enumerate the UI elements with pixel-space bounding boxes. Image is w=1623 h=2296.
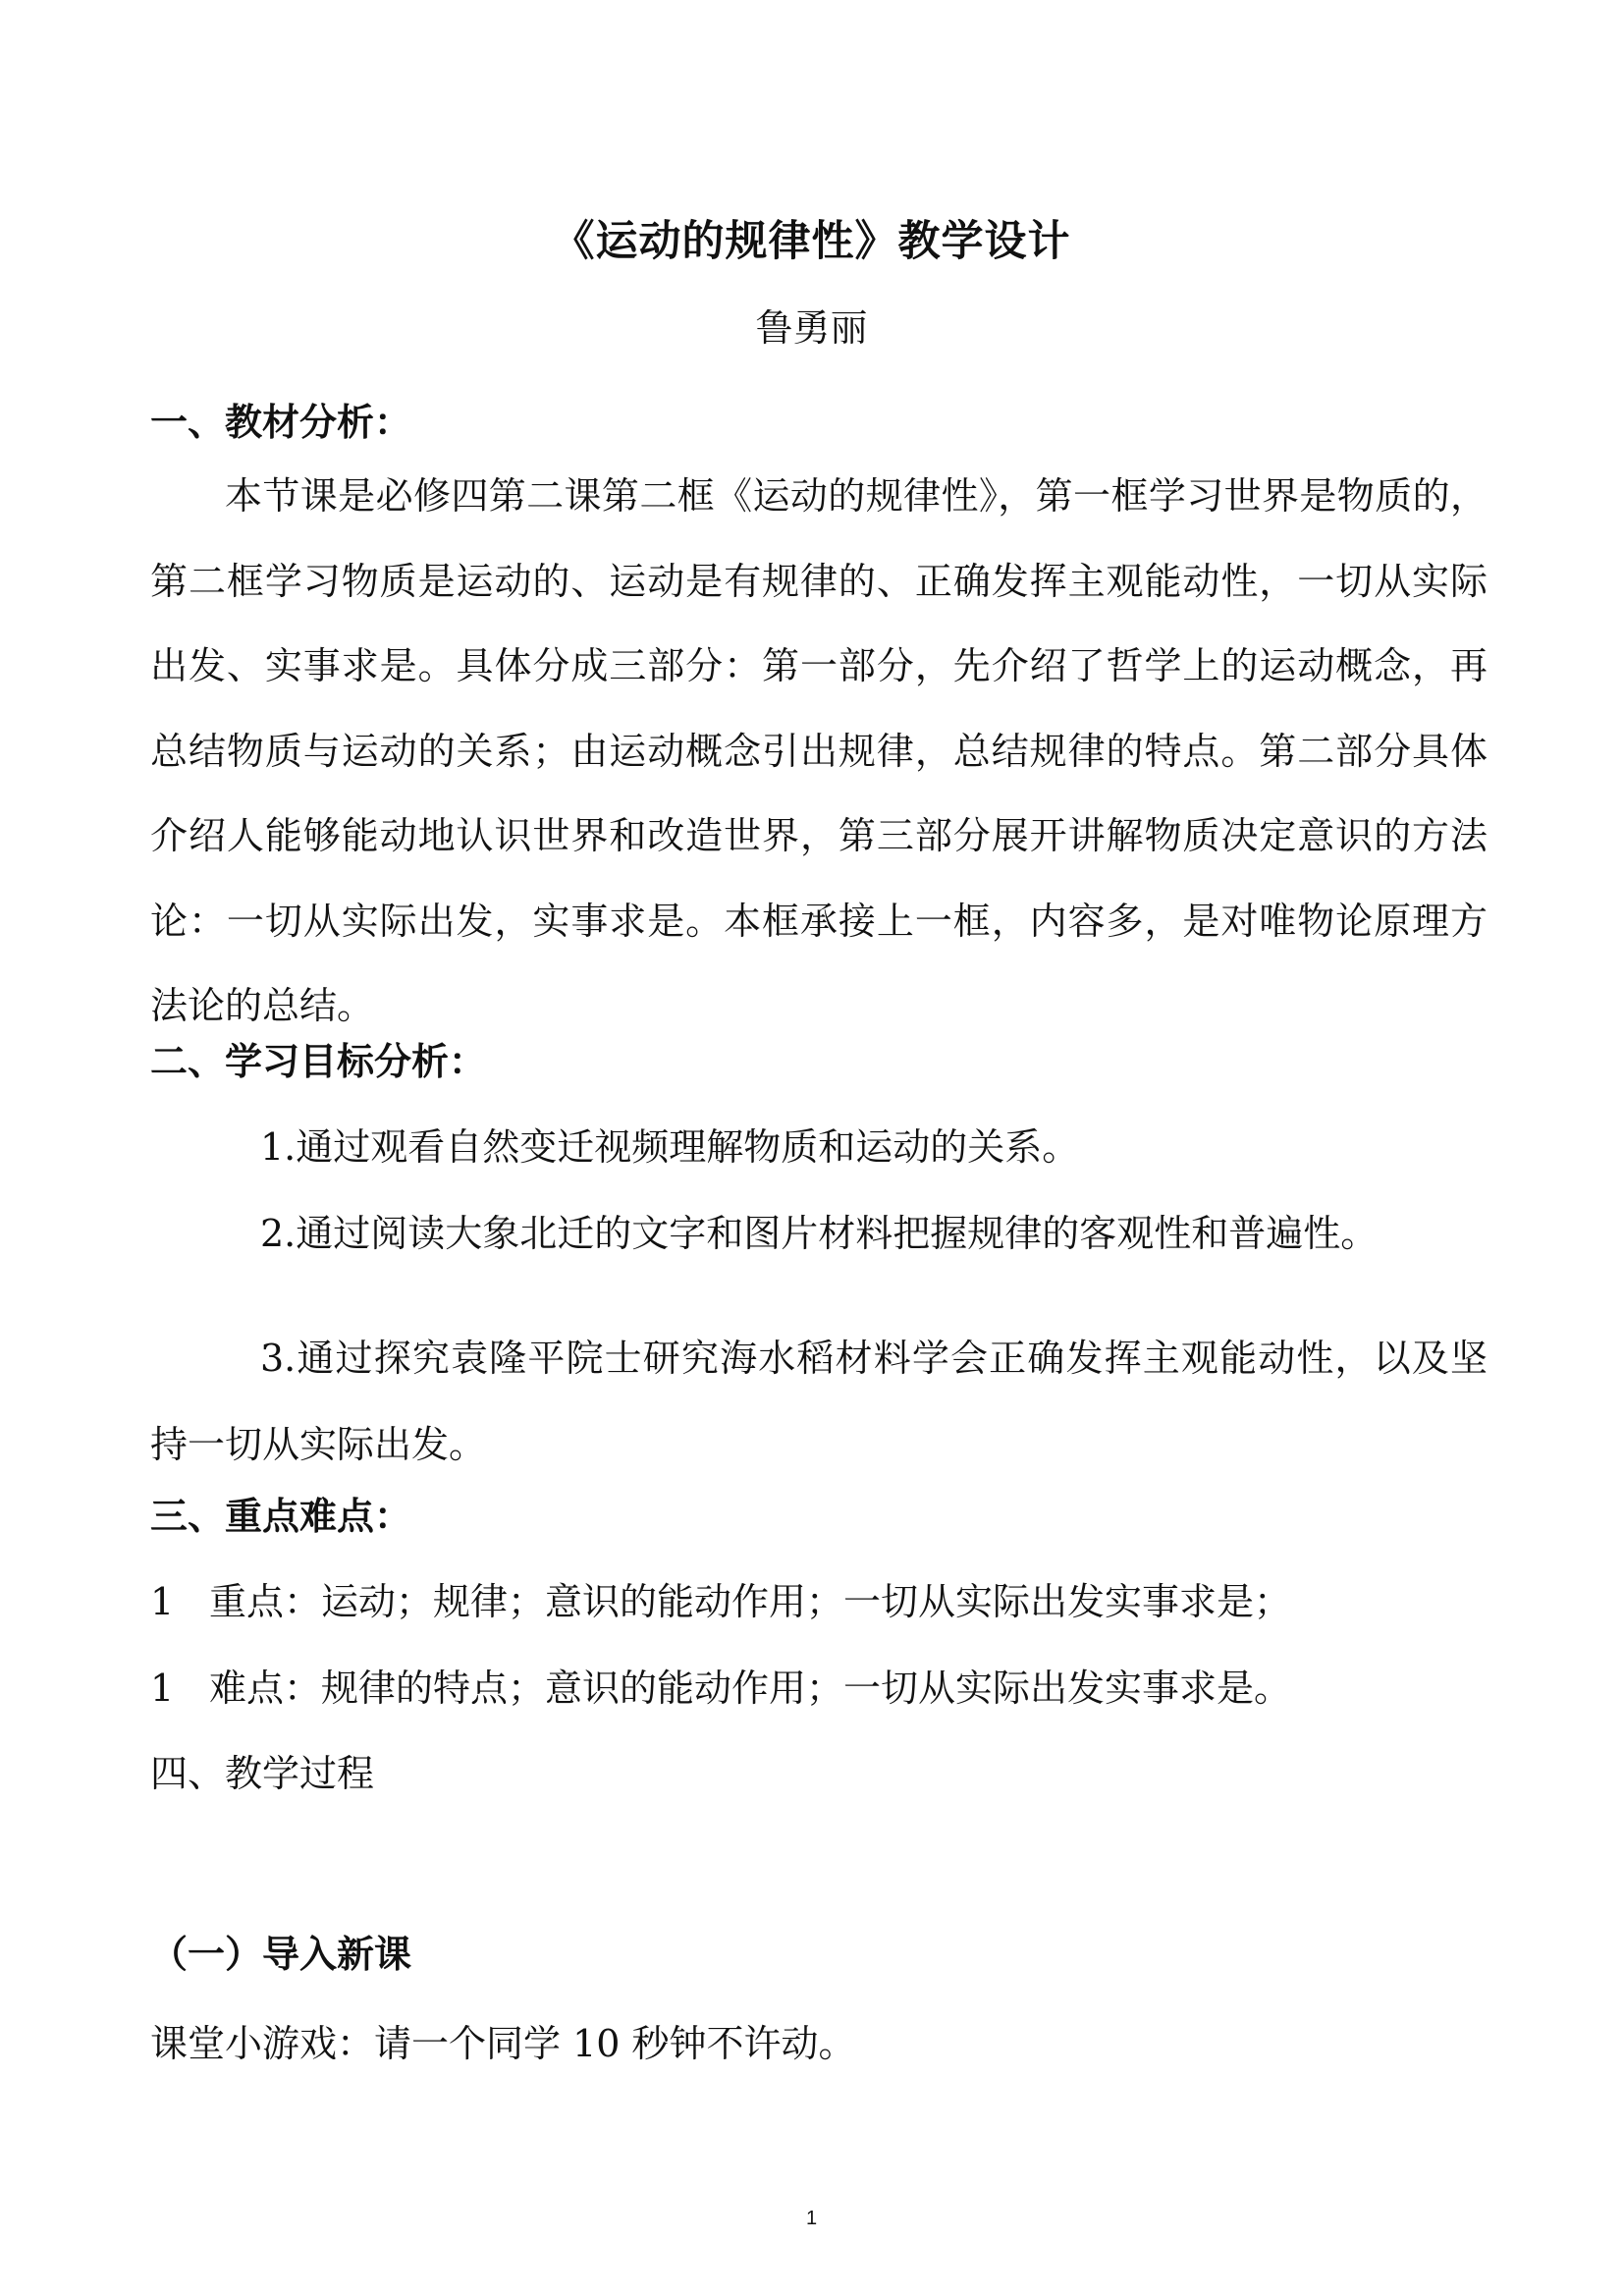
analysis-heading: 一、教材分析： [150,400,412,444]
page-number: 1 [805,2208,818,2229]
key-point-number: 1 [150,1580,175,1623]
intro-text: 课堂小游戏：请一个同学 10 秒钟不许动。 [150,2022,856,2065]
analysis-paragraph: 本节课是必修四第二课第二框《运动的规律性》，第一框学习世界是物质的，第二框学习物质是运动的、运动是有规律的、正确发挥主观能动性，一切从实际出发、实事求是。具体分成三部分：第一部分，先介绍了哲学上的运动概念，再总结物质与运动的关系；由运动概念引出规律，总结规律的特点。第二部分具体介绍人能够能动地认识世界和改造世界，第三部分展开讲解物质决定意识的方法论：一切从实际出发，实事求是。本框承接上一框，内容多，是对唯物论原理方法论的总结。 [150,474,1488,1027]
goal-item-1: 1.通过观看自然变迁视频理解物质和运动的关系。 [260,1125,1080,1169]
goal-item-2: 2.通过阅读大象北迁的文字和图片材料把握规律的客观性和普遍性。 [260,1212,1379,1255]
document-title: 《运动的规律性》教学设计 [552,217,1071,266]
key-point-text: 重点：运动；规律；意识的能动作用；一切从实际出发实事求是； [209,1580,1292,1623]
goals-heading: 二、学习目标分析： [150,1039,487,1083]
subsection-heading: （一）导入新课 [150,1932,412,1976]
key-point-item-2 [150,1658,1291,1712]
key-point-number: 1 [150,1667,175,1710]
key-points-heading: 三、重点难点： [150,1494,412,1538]
goal-item-3: 3.通过探究袁隆平院士研究海水稻材料学会正确发挥主观能动性，以及坚持一切从实际出发。 [150,1337,1488,1466]
key-point-item-1 [150,1571,1291,1625]
key-point-text: 难点：规律的特点；意识的能动作用；一切从实际出发实事求是。 [209,1667,1292,1710]
author-name: 鲁勇丽 [755,306,868,350]
process-heading: 四、教学过程 [150,1752,375,1795]
